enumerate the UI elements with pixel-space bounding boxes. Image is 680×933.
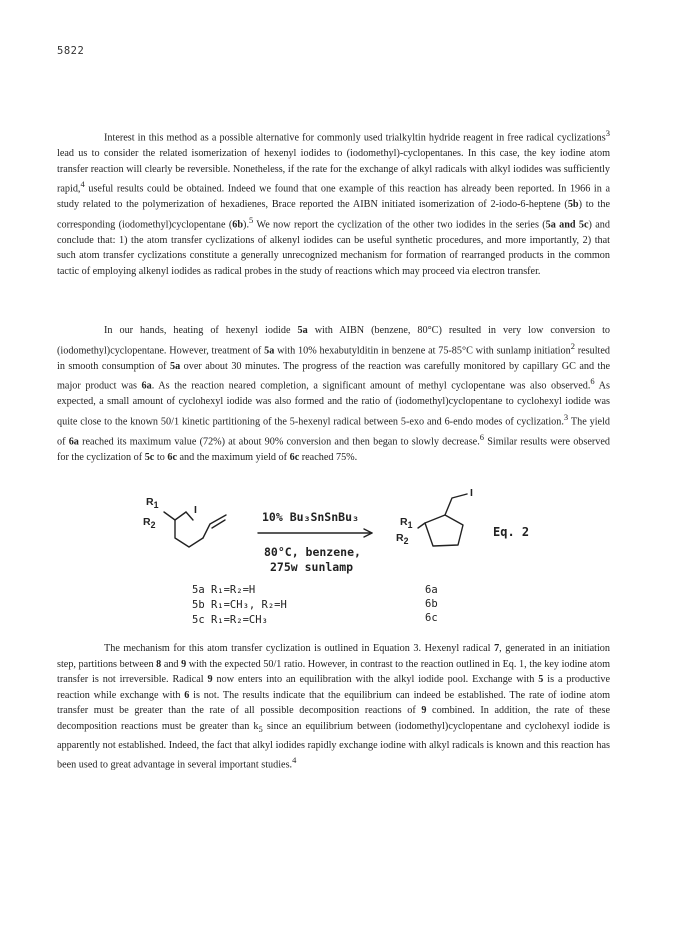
paragraph-results — [57, 323, 610, 465]
text-run: ) and conclude that: 1) the atom transfer cyclizations of alkenyl iodides can be useful synthetic procedures, and more importantly, 2) that such atom transfer cyclizations constitute a generally unrecognized mechanism for formation of rearranged products in the common tactic of employing alkenyl iodides as radical probes in the study of reactions which may proceed via electron transfer. — [57, 219, 610, 277]
conditions-line-1: 80°C, benzene, — [264, 545, 361, 559]
text-run: over about 30 minutes. The progress of the reaction was carefully monitored by capillary GC and the major product was — [57, 360, 610, 392]
compound-ref: 9 — [181, 658, 187, 670]
text-run: , generated in an initiation step, partitions between — [57, 643, 610, 670]
sm-list-item: 5c R₁=R₂=CH₃ — [192, 614, 268, 626]
citation: 4 — [292, 755, 297, 766]
text-run: now enters into an equilibration with the alkyl iodide pool. Exchange with — [212, 674, 539, 686]
paragraph-intro — [57, 126, 610, 280]
r1-label: $R_1$ — [146, 496, 159, 511]
product-r1-label: $R_1$ — [400, 516, 413, 531]
compound-ref: 5a — [169, 360, 181, 372]
product-list-item: 6b — [425, 598, 438, 610]
text-run: reached 75%. — [299, 451, 358, 463]
compound-ref: 5 — [538, 674, 544, 686]
text-run: The yield of — [57, 416, 610, 448]
citation: 5 — [249, 214, 254, 225]
compound-ref: 6c — [167, 451, 177, 463]
text-run: useful results could be obtained. Indeed we found that one example of this reaction has already been reported. In 1966 in a study related to the polymerization of hexadienes, Brace reported the AIBN initiated isomerization of 2-iodo-6-heptene ( — [57, 183, 610, 211]
product-list-item: 6c — [425, 612, 438, 624]
compound-ref: 6a — [68, 436, 79, 448]
compound-ref: 5a — [297, 325, 308, 336]
sm-list-item: 5b R₁=CH₃, R₂=H — [192, 599, 287, 611]
compound-ref: 5b — [567, 199, 579, 211]
compound-ref: 5a — [264, 344, 275, 356]
conditions-line-2: 275w sunlamp — [270, 560, 354, 574]
text-run: ). — [243, 219, 249, 231]
compound-ref: 5c — [144, 451, 155, 463]
compound-ref: 9 — [421, 705, 427, 717]
equation-label: Eq. 2 — [493, 525, 530, 539]
text-run: In our hands, heating of hexenyl iodide — [104, 325, 298, 336]
text-run: As expected, a small amount of cyclohexyl iodide was also formed and the ratio of (iodomethyl)cyclopentane to cyclohexyl iodide was quite close to the known 50/1 kinetic partitioning of the 5-hexenyl radical between 5-exo and 6-endo modes of cyclization. — [57, 380, 610, 428]
text-run: resulted in smooth consumption of — [57, 344, 611, 372]
rate-subscript: 5 — [258, 724, 263, 734]
text-run: lead us to consider the related isomerization of hexenyl iodides to (iodomethyl)-cyclopentanes. In this case, the key iodine atom transfer reaction will clearly be reversible. Nonetheless, if the rate for the exchange of alkyl radicals with alkyl iodides was sufficiently rapid, — [57, 147, 610, 195]
sm-chain-bond — [164, 512, 186, 520]
compound-ref: 6 — [184, 689, 190, 701]
reagent-label: 10% Bu₃SnSnBu₃ — [262, 510, 359, 524]
compound-ref: 8 — [156, 658, 162, 670]
text-run: with AIBN (benzene, 80°C) resulted in very low conversion to (iodomethyl)cyclopentane. However, treatment of — [57, 325, 610, 356]
citation: 4 — [80, 179, 85, 190]
page-number: 5822 — [57, 45, 85, 57]
product-ch2-bond — [445, 494, 467, 515]
compound-ref: 6c — [289, 451, 300, 463]
iodine-label: I — [194, 504, 197, 516]
compound-ref: 5a and 5c — [545, 219, 589, 231]
text-run: is not. The results indicate that the equilibrium can indeed be established. The rate of iodine atom transfer must be greater than the rate of all possible decomposition reactions of — [57, 689, 610, 717]
citation: 6 — [590, 376, 595, 387]
r2-label: $R_2$ — [143, 516, 156, 531]
citation: 3 — [605, 128, 610, 138]
text-run: with the expected 50/1 ratio. However, in contrast to the reaction outlined in Eq. 1, the key iodine atom transfer is not irreversible. Radical — [57, 658, 610, 686]
text-run: and the maximum yield of — [176, 451, 290, 463]
text-run: to — [154, 451, 168, 463]
sm-iodo-bond — [186, 512, 193, 520]
text-run: with 10% hexabutylditin in benzene at 75-85°C with sunlamp initiation — [274, 344, 571, 356]
text-run: since an equilibrium between (iodomethyl)cyclopentane and cyclohexyl iodide is apparently not established. Indeed, the fact that alkyl iodides rapidly exchange iodine with alkyl radicals is known and this reaction has been used to great advantage in several important studies. — [57, 720, 610, 771]
compound-ref: 6b — [232, 219, 244, 231]
citation: 6 — [479, 431, 484, 442]
compound-ref: 9 — [207, 674, 213, 686]
text-run: reached its maximum value (72%) at about 90% conversion and then began to slowly decrease. — [78, 436, 480, 448]
text-run: ) to the corresponding (iodomethyl)cyclopentane ( — [57, 199, 611, 231]
text-run: We now report the cyclization of the other two iodides in the series ( — [253, 219, 546, 231]
text-run: Similar results were observed for the cyclization of — [57, 436, 610, 463]
cyclopentane-ring — [425, 515, 463, 546]
citation: 2 — [570, 340, 575, 351]
product-r2-label: $R_2$ — [396, 532, 409, 547]
product-substituent-bond — [418, 523, 425, 528]
citation: 3 — [563, 411, 569, 422]
text-run: The mechanism for this atom transfer cyclization is outlined in Equation 3. Hexenyl radical — [104, 643, 495, 654]
reaction-scheme — [0, 488, 680, 638]
compound-ref: 6a — [141, 380, 152, 392]
text-run: is a productive reaction while exchange with — [57, 674, 610, 701]
text-run: Interest in this method as a possible alternative for commonly used trialkyltin hydride reagent in free radical cyclizations — [104, 132, 606, 144]
sm-list-item: 5a R₁=R₂=H — [192, 584, 256, 596]
sm-chain-bond — [175, 520, 203, 547]
paragraph-mechanism — [57, 641, 610, 773]
text-run: and — [161, 658, 182, 670]
product-iodine-label: I — [470, 487, 473, 499]
product-list-item: 6a — [425, 584, 438, 596]
compound-ref: 7 — [494, 643, 500, 654]
text-run: . As the reaction neared completion, a significant amount of methyl cyclopentane was also observed. — [151, 380, 591, 392]
text-run: combined. In addition, the rate of these decomposition reactions must be greater than k — [57, 705, 610, 732]
